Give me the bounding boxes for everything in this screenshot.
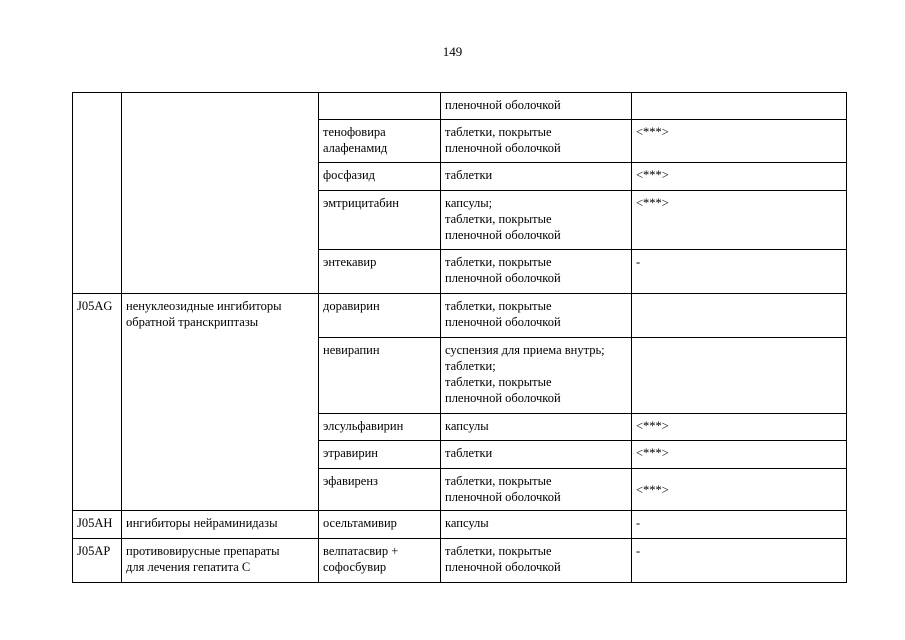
dosage-form-cell: таблетки (441, 163, 632, 191)
note-cell: - (632, 539, 847, 583)
drug-table (72, 92, 847, 583)
note-cell (632, 93, 847, 120)
dosage-form-cell: таблетки, покрытые пленочной оболочкой (441, 120, 632, 163)
drug-name-cell: эмтрицитабин (319, 191, 441, 250)
group-name-cell: ненуклеозидные ингибиторы обратной транскриптазы (122, 294, 319, 511)
group-name-cell: ингибиторы нейраминидазы (122, 511, 319, 539)
table-row (73, 294, 847, 338)
atc-code-cell: J05AH (73, 511, 122, 539)
note-cell: - (632, 511, 847, 539)
dosage-form-cell: таблетки, покрытые пленочной оболочкой (441, 539, 632, 583)
note-cell: <***> (632, 441, 847, 469)
note-cell: - (632, 250, 847, 294)
table-row (73, 93, 847, 120)
drug-name-cell: тенофовира алафенамид (319, 120, 441, 163)
dosage-form-cell: таблетки, покрытые пленочной оболочкой (441, 469, 632, 511)
drug-name-cell: велпатасвир + софосбувир (319, 539, 441, 583)
dosage-form-cell: суспензия для приема внутрь; таблетки; таблетки, покрытые пленочной оболочкой (441, 338, 632, 414)
drug-name-cell: элсульфавирин (319, 414, 441, 441)
drug-name-cell: этравирин (319, 441, 441, 469)
atc-code-cell: J05AG (73, 294, 122, 511)
note-cell: <***> (632, 414, 847, 441)
atc-code-cell (73, 93, 122, 294)
drug-name-cell: энтекавир (319, 250, 441, 294)
note-cell: <***> (632, 120, 847, 163)
note-cell: <***> (632, 191, 847, 250)
drug-name-cell: невирапин (319, 338, 441, 414)
dosage-form-cell: таблетки, покрытые пленочной оболочкой (441, 250, 632, 294)
table-row (73, 539, 847, 583)
group-name-cell (122, 93, 319, 294)
note-cell (632, 338, 847, 414)
drug-name-cell: осельтамивир (319, 511, 441, 539)
page-number: 149 (442, 44, 463, 59)
atc-code-cell: J05AP (73, 539, 122, 583)
drug-name-cell: доравирин (319, 294, 441, 338)
drug-name-cell (319, 93, 441, 120)
dosage-form-cell: пленочной оболочкой (441, 93, 632, 120)
note-cell (632, 294, 847, 338)
drug-name-cell: фосфазид (319, 163, 441, 191)
drug-name-cell: эфавиренз (319, 469, 441, 511)
dosage-form-cell: капсулы (441, 414, 632, 441)
group-name-cell: противовирусные препараты для лечения гепатита С (122, 539, 319, 583)
dosage-form-cell: капсулы (441, 511, 632, 539)
note-cell: <***> (632, 163, 847, 191)
note-cell: <***> (632, 469, 847, 511)
table-row (73, 511, 847, 539)
dosage-form-cell: капсулы; таблетки, покрытые пленочной оболочкой (441, 191, 632, 250)
dosage-form-cell: таблетки (441, 441, 632, 469)
dosage-form-cell: таблетки, покрытые пленочной оболочкой (441, 294, 632, 338)
